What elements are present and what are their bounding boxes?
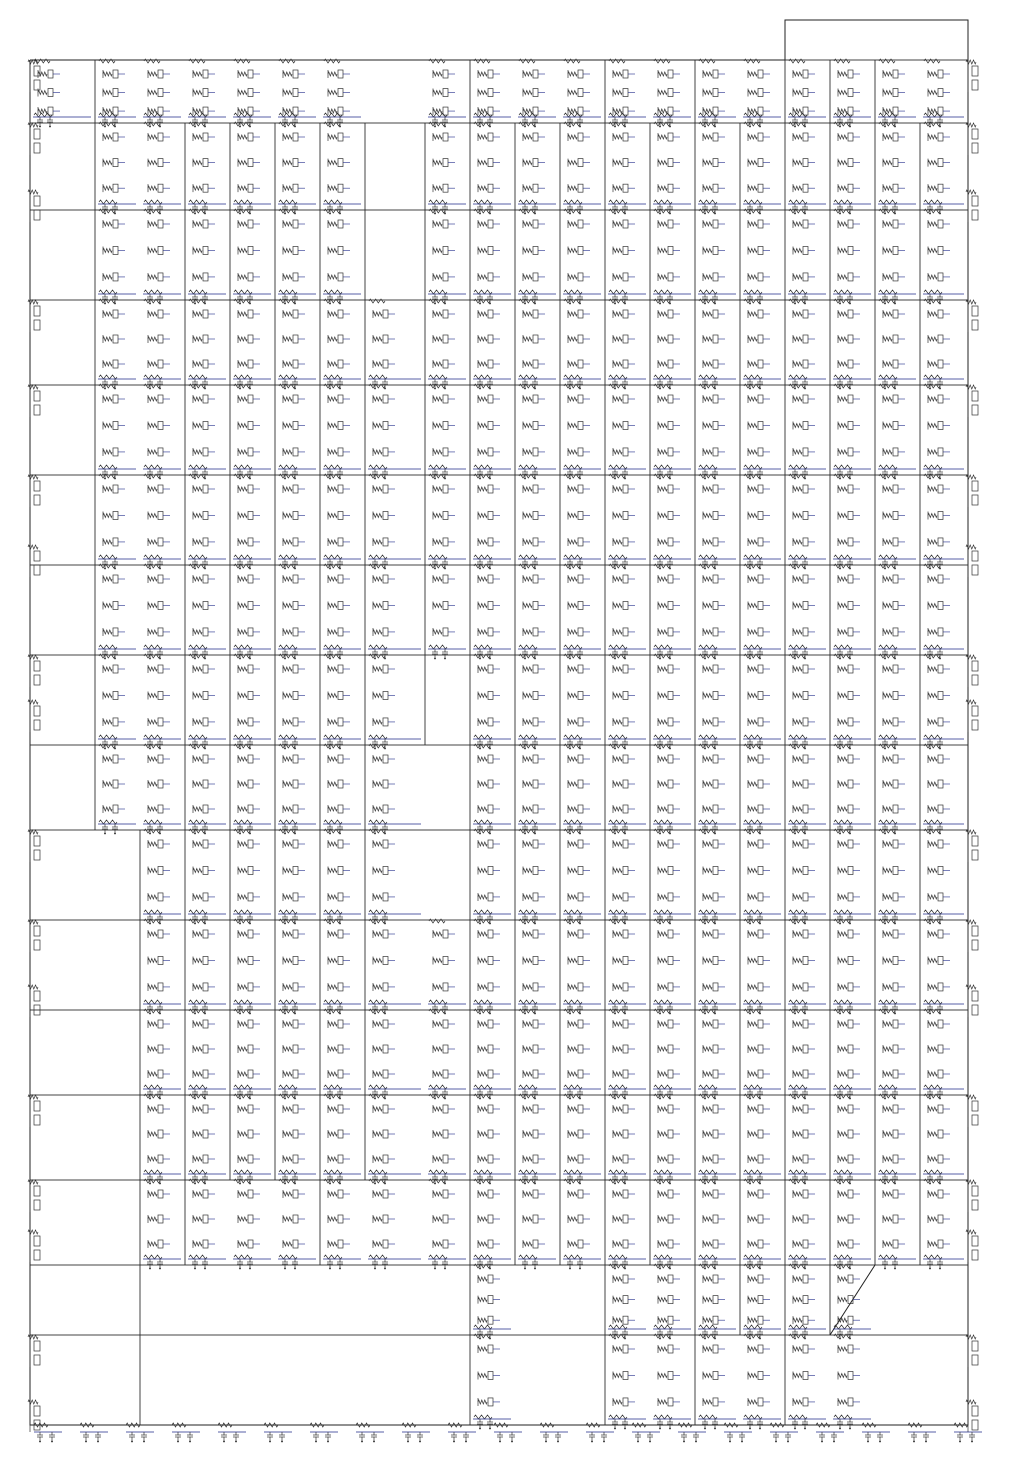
edge-blocks <box>28 60 982 1442</box>
grid-wires <box>30 20 968 1425</box>
component-cells <box>33 59 964 1429</box>
